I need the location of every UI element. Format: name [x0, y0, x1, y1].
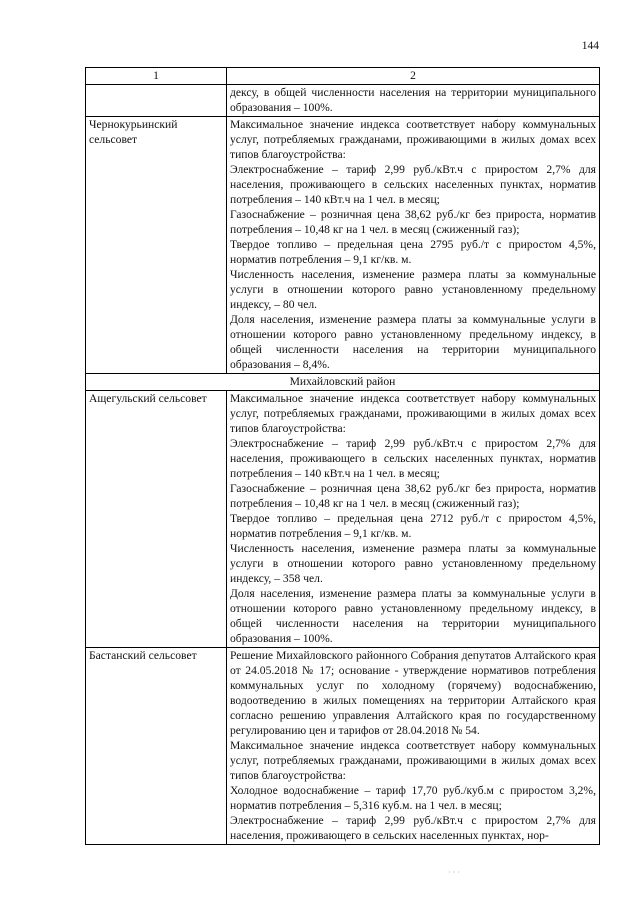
description-paragraph: Численность населения, изменение размера платы за коммунальные услуги в отношении которого равно установленному предельному индексу, – 80 чел. [230, 268, 596, 311]
description-paragraph: Доля населения, изменение размера платы за коммунальные услуги в отношении которого равно установленному предельному индексу, в общей численности населения на территории муниципального образования – 8,4%. [230, 313, 596, 371]
description-paragraph: Решение Михайловского районного Собрания депутатов Алтайского края от 24.05.2018 № 17; основание - утверждение нормативов потребления коммунальных услуг по холодному (горячему) водоснабжению, водоотведению в жилых помещениях на территории Алтайского края согласно решению управления Алтайского края по государственному регулированию цен и тарифов от 28.04.2018 № 54. [230, 649, 596, 737]
settlement-name: Чернокурьинский сельсовет [89, 118, 178, 146]
description-paragraph: Максимальное значение индекса соответствует набору коммунальных услуг, потребляемых гражданами, проживающими в жилых домах всех типов благоустройства: [230, 118, 596, 161]
tariff-table [85, 67, 600, 845]
table-body [86, 68, 600, 845]
description-paragraph: Численность населения, изменение размера платы за коммунальные услуги в отношении которого равно установленному предельному индексу, – 358 чел. [230, 542, 596, 585]
settlement-cell [86, 117, 227, 374]
settlement-name: Бастанский сельсовет [89, 649, 197, 662]
description-paragraph: Твердое топливо – предельная цена 2712 руб./т с приростом 4,5%, норматив потребления – 9,1 кг/кв. м. [230, 512, 596, 540]
description-paragraph: Газоснабжение – розничная цена 38,62 руб./кг без прироста, норматив потребления – 10,48 кг на 1 чел. в месяц (сжиженный газ); [230, 482, 596, 510]
table-row [86, 117, 600, 374]
description-paragraph: Максимальное значение индекса соответствует набору коммунальных услуг, потребляемых гражданами, проживающими в жилых домах всех типов благоустройства: [230, 739, 596, 782]
table-row [86, 648, 600, 845]
description-paragraph: Электроснабжение – тариф 2,99 руб./кВт.ч с приростом 2,7% для населения, проживающего в сельских населенных пунктах, норматив потребления – 140 кВт.ч на 1 чел. в месяц; [230, 163, 596, 206]
description-paragraph: дексу, в общей численности населения на территории муниципального образования – 100%. [230, 86, 596, 114]
description-cell [227, 85, 600, 117]
district-row [86, 374, 600, 391]
settlement-name: Ащегульский сельсовет [89, 392, 207, 405]
settlement-cell [86, 648, 227, 845]
table-row [86, 391, 600, 648]
header-col-2: 2 [227, 68, 600, 85]
description-paragraph: Твердое топливо – предельная цена 2795 руб./т с приростом 4,5%, норматив потребления – 9,1 кг/кв. м. [230, 238, 596, 266]
table-row [86, 85, 600, 117]
header-row [86, 68, 600, 85]
description-paragraph: Электроснабжение – тариф 2,99 руб./кВт.ч с приростом 2,7% для населения, проживающего в сельских населенных пунктах, нор- [230, 814, 596, 842]
settlement-cell [86, 85, 227, 117]
description-paragraph: Максимальное значение индекса соответствует набору коммунальных услуг, потребляемых гражданами, проживающими в жилых домах всех типов благоустройства: [230, 392, 596, 435]
settlement-cell [86, 391, 227, 648]
description-cell [227, 117, 600, 374]
description-cell [227, 391, 600, 648]
district-title: Михайловский район [86, 374, 600, 391]
description-cell [227, 648, 600, 845]
page-number: 144 [581, 40, 599, 52]
scan-speck: · · · [448, 868, 460, 877]
description-paragraph: Доля населения, изменение размера платы за коммунальные услуги в отношении которого равно установленному предельному индексу, в общей численности населения на территории муниципального образования – 100%. [230, 587, 596, 645]
header-col-1: 1 [86, 68, 227, 85]
description-paragraph: Газоснабжение – розничная цена 38,62 руб./кг без прироста, норматив потребления – 10,48 кг на 1 чел. в месяц (сжиженный газ); [230, 208, 596, 236]
description-paragraph: Электроснабжение – тариф 2,99 руб./кВт.ч с приростом 2,7% для населения, проживающего в сельских населенных пунктах, норматив потребления – 140 кВт.ч на 1 чел. в месяц; [230, 437, 596, 480]
description-paragraph: Холодное водоснабжение – тариф 17,70 руб./куб.м с приростом 3,2%, норматив потребления – 5,316 куб.м. на 1 чел. в месяц; [230, 784, 596, 812]
